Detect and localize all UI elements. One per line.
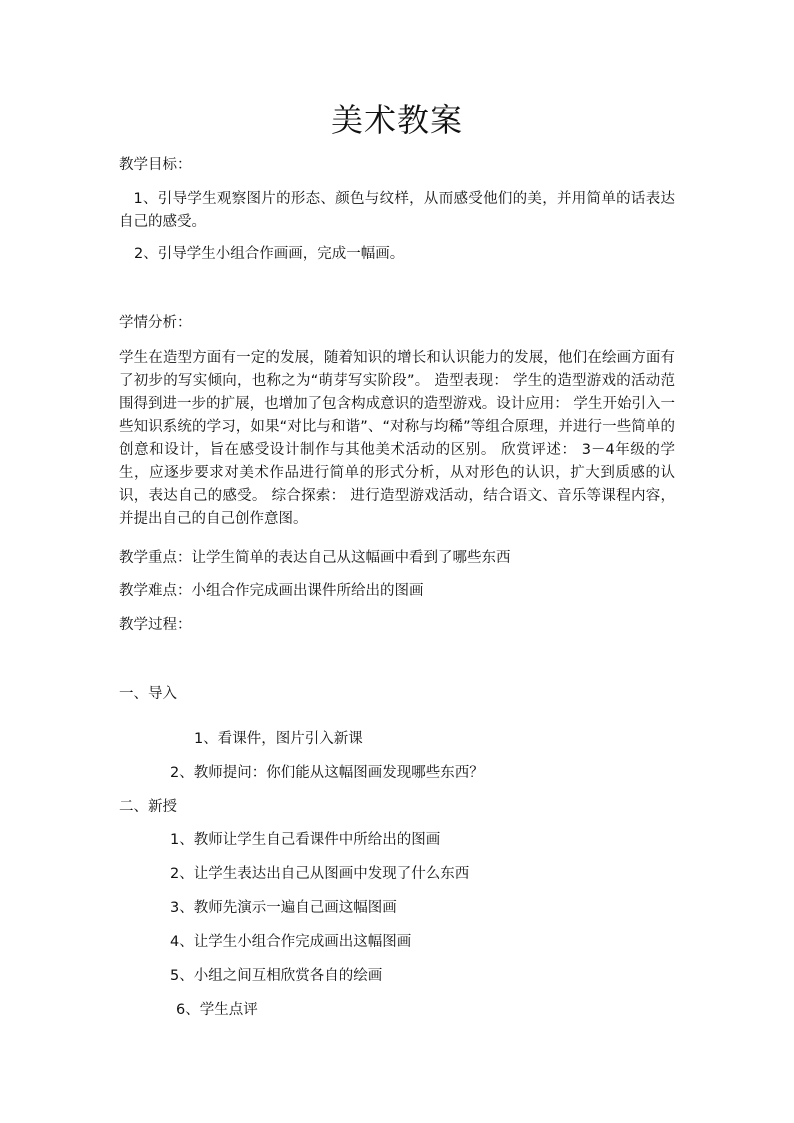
section-new-item: 4、让学生小组合作完成画出这幅图画 xyxy=(170,934,412,950)
section-intro-item: 2、教师提问：你们能从这幅图画发现哪些东西？ xyxy=(170,765,484,781)
section-new-item: 1、教师让学生自己看课件中所给出的图画 xyxy=(170,832,441,848)
section-intro-item: 1、看课件，图片引入新课 xyxy=(194,731,363,747)
analysis-body: 学生在造型方面有一定的发展，随着知识的增长和认识能力的发展，他们在绘画方面有了初步的写实倾向，也称之为“萌芽写实阶段”。 造型表现： 学生的造型游戏的活动范围得到进一步的扩展，也增加了包含构成意识的造型游戏。设计应用： 学生开始引入一些知识系统的学习，如果“对比与和谐”、“对称与均稀”等组合原理，并进行一些简单的创意和设计，旨在感受设计制作与其他美术活动的区别。 欣赏评述： 3－4年级的学生，应逐步要求对美术作品进行简单的形式分析，从对形色的认识，扩大到质感的认识，表达自己的感受。 综合探索： 进行造型游戏活动，结合语文、音乐等课程内容，并提出自己的自己创作意图。 xyxy=(119,350,675,527)
section-new-item: 2、让学生表达出自己从图画中发现了什么东西 xyxy=(170,866,470,882)
document-title: 美术教案 xyxy=(330,101,463,139)
objective-item-2: 2、引导学生小组合作画画，完成一幅画。 xyxy=(134,246,405,262)
section-intro-heading: 一、导入 xyxy=(119,686,177,702)
difficulty: 教学难点：小组合作完成画出课件所给出的图画 xyxy=(119,583,424,599)
section-new-item: 5、小组之间互相欣赏各自的绘画 xyxy=(170,968,383,984)
key-point: 教学重点：让学生简单的表达自己从这幅画中看到了哪些东西 xyxy=(119,550,511,566)
process-heading: 教学过程： xyxy=(119,617,192,633)
objectives-heading: 教学目标： xyxy=(119,157,192,173)
analysis-heading: 学情分析： xyxy=(119,315,192,331)
section-new-item: 6、学生点评 xyxy=(176,1002,258,1018)
section-new-item: 3、教师先演示一遍自己画这幅图画 xyxy=(170,900,397,916)
objective-item-1: 1、引导学生观察图片的形态、颜色与纹样，从而感受他们的美，并用简单的话表达自己的感受。 xyxy=(119,191,675,230)
section-new-heading: 二、新授 xyxy=(119,799,177,815)
